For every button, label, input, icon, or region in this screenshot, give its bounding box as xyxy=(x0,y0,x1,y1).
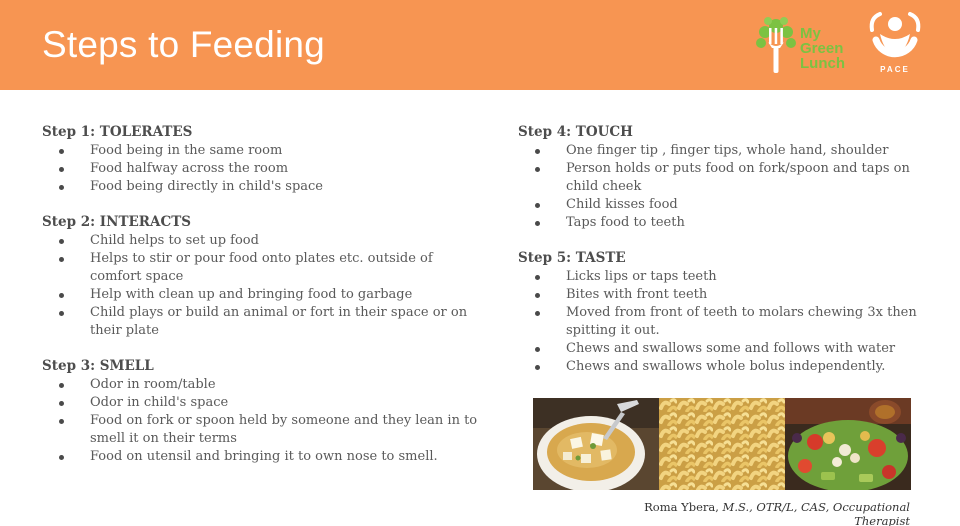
list-item: One finger tip , finger tips, whole hand, shoulder xyxy=(518,142,918,160)
list-item: Chews and swallows some and follows with water xyxy=(518,340,918,358)
author-credentials: M.S., OTR/L, CAS, Occupational Therapist xyxy=(718,500,910,526)
step-3 xyxy=(42,357,478,466)
list-item: Chews and swallows whole bolus independently. xyxy=(518,358,918,376)
step-1-list xyxy=(42,142,478,196)
pace-emblem-icon xyxy=(866,10,924,76)
step-5 xyxy=(518,249,918,376)
step-1 xyxy=(42,123,478,196)
header-banner xyxy=(0,0,960,90)
right-column xyxy=(518,123,918,393)
list-item: Odor in room/table xyxy=(42,376,478,394)
pace-logo xyxy=(866,10,924,76)
logo-word-lunch: Lunch xyxy=(800,55,845,72)
list-item: Food on fork or spoon held by someone and they lean in to smell it on their terms xyxy=(42,412,478,448)
food-photo-strip xyxy=(533,398,911,490)
step-3-title: Step 3: SMELL xyxy=(42,358,154,374)
step-5-title: Step 5: TASTE xyxy=(518,250,626,266)
list-item: Food on utensil and bringing it to own nose to smell. xyxy=(42,448,478,466)
list-item: Helps to stir or pour food onto plates etc. outside of comfort space xyxy=(42,250,478,286)
page-title: Steps to Feeding xyxy=(42,24,325,65)
step-2 xyxy=(42,213,478,340)
step-2-title: Step 2: INTERACTS xyxy=(42,214,192,230)
tree-fork-icon xyxy=(752,12,800,76)
my-green-lunch-logo xyxy=(752,12,856,76)
mac-and-cheese-photo xyxy=(659,398,785,490)
list-item: Food halfway across the room xyxy=(42,160,478,178)
step-3-list xyxy=(42,376,478,466)
list-item: Licks lips or taps teeth xyxy=(518,268,918,286)
step-2-list xyxy=(42,232,478,340)
list-item: Help with clean up and bringing food to garbage xyxy=(42,286,478,304)
step-5-list xyxy=(518,268,918,376)
pace-wordmark: PACE xyxy=(880,65,910,74)
list-item: Food being directly in child's space xyxy=(42,178,478,196)
list-item: Child kisses food xyxy=(518,196,918,214)
list-item: Moved from front of teeth to molars chewing 3x then spitting it out. xyxy=(518,304,918,340)
step-1-title: Step 1: TOLERATES xyxy=(42,124,193,140)
soup-photo xyxy=(533,398,659,490)
step-4-title: Step 4: TOUCH xyxy=(518,124,633,140)
step-4 xyxy=(518,123,918,232)
list-item: Bites with front teeth xyxy=(518,286,918,304)
my-green-lunch-wordmark xyxy=(800,26,845,71)
list-item: Child plays or build an animal or fort in their space or on their plate xyxy=(42,304,478,340)
list-item: Child helps to set up food xyxy=(42,232,478,250)
left-column xyxy=(42,123,478,483)
salad-photo xyxy=(785,398,911,490)
step-4-list xyxy=(518,142,918,232)
list-item: Food being in the same room xyxy=(42,142,478,160)
list-item: Odor in child's space xyxy=(42,394,478,412)
list-item: Person holds or puts food on fork/spoon and taps on child cheek xyxy=(518,160,918,196)
author-name: Roma Ybera, xyxy=(644,500,719,514)
logo-word-my: My xyxy=(800,25,821,42)
logo-word-green: Green xyxy=(800,40,844,57)
author-credit xyxy=(590,500,910,526)
list-item: Taps food to teeth xyxy=(518,214,918,232)
